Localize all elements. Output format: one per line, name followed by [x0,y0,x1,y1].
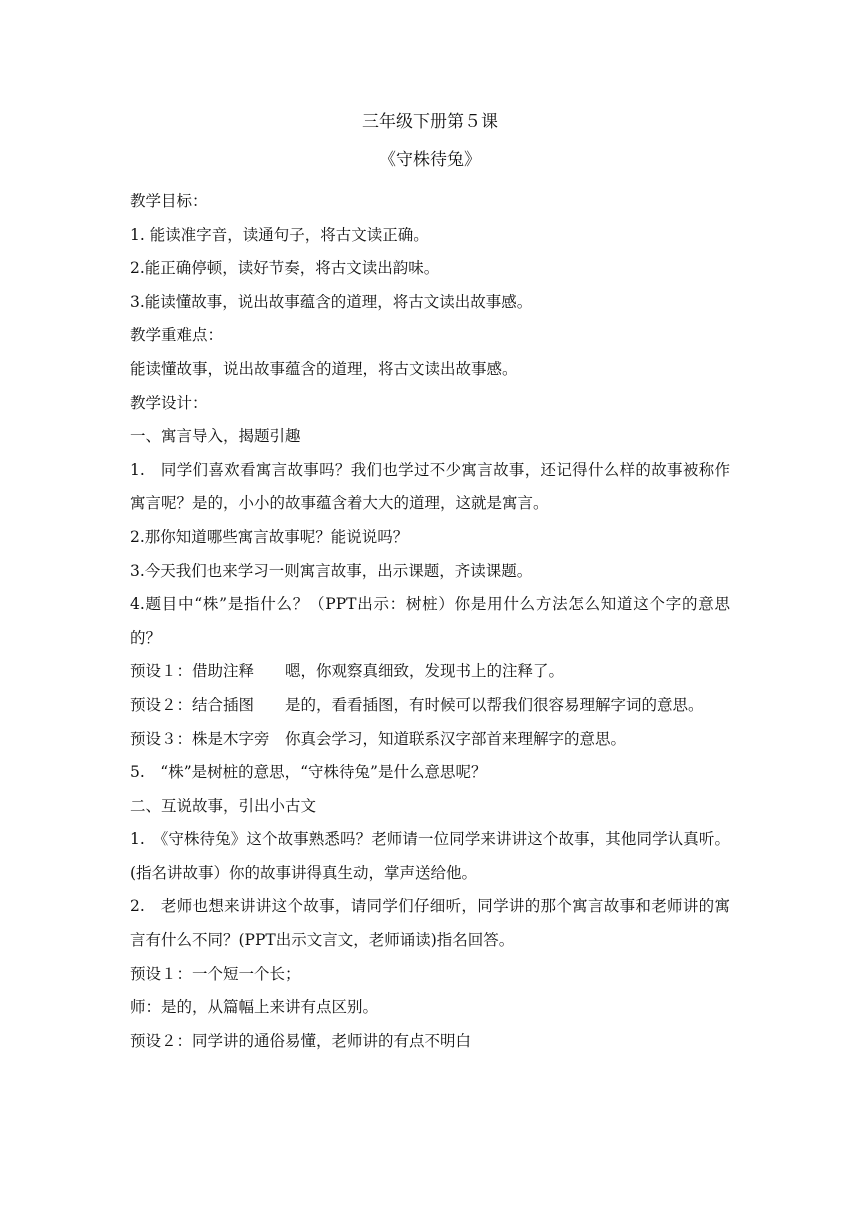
teacher-remark: 师：是的，从篇幅上来讲有点区别。 [130,998,379,1017]
objective-item-1: 1. 能读准字音，读通句子，将古文读正确。 [130,225,429,244]
preset-answer: 预设２：同学讲的通俗易懂，老师讲的有点不明白 [130,1031,472,1050]
document-page [130,110,730,1058]
document-subtitle: 《守株待兔》 [379,150,481,170]
preset-answer: 预设３：株是木字旁 你真会学习，知道联系汉字部首来理解字的意思。 [130,729,627,748]
section-heading-objectives: 教学目标： [130,192,208,210]
part-heading-2: 二、互说故事，引出小古文 [130,796,317,815]
section-heading-key-points: 教学重难点： [130,326,224,345]
paragraph: 2.那你知道哪些寓言故事呢？能说说吗？ [130,527,409,546]
paragraph: 2. 老师也想来讲讲这个故事，请同学们仔细听，同学讲的那个寓言故事和老师讲的寓言有什么不同？(PPT出示文言文，老师诵读)指名回答。 [130,897,730,950]
section-heading-design: 教学设计： [130,393,208,412]
part-heading-1: 一、寓言导入，揭题引趣 [130,427,301,446]
preset-answer: 预设１：一个短一个长； [130,964,301,983]
paragraph: 3.今天我们也来学习一则寓言故事，出示课题，齐读课题。 [130,561,533,580]
objective-item-2: 2.能正确停顿，读好节奏，将古文读出韵味。 [130,259,440,278]
preset-answer: 预设２：结合插图 是的，看看插图，有时候可以帮我们很容易理解字词的意思。 [130,695,704,714]
document-title: 三年级下册第５课 [362,112,498,132]
preset-answer: 预设１：借助注释 嗯，你观察真细致，发现书上的注释了。 [130,662,565,681]
objective-item-3: 3.能读懂故事，说出故事蕴含的道理，将古文读出故事感。 [130,292,533,311]
paragraph: 1. 《守株待兔》这个故事熟悉吗？老师请一位同学来讲讲这个故事，其他同学认真听。(指名讲故事）你的故事讲得真生动，掌声送给他。 [130,830,730,882]
paragraph: 4.题目中“株”是指什么？（PPT出示：树桩）你是用什么方法怎么知道这个字的意思的？ [130,595,730,647]
paragraph: 1. 同学们喜欢看寓言故事吗？我们也学过不少寓言故事，还记得什么样的故事被称作寓言呢？是的，小小的故事蕴含着大大的道理，这就是寓言。 [130,460,730,513]
key-points-text: 能读懂故事，说出故事蕴含的道理，将古文读出故事感。 [130,359,518,378]
paragraph: 5. “株”是树桩的意思，“守株待兔”是什么意思呢？ [130,763,487,782]
